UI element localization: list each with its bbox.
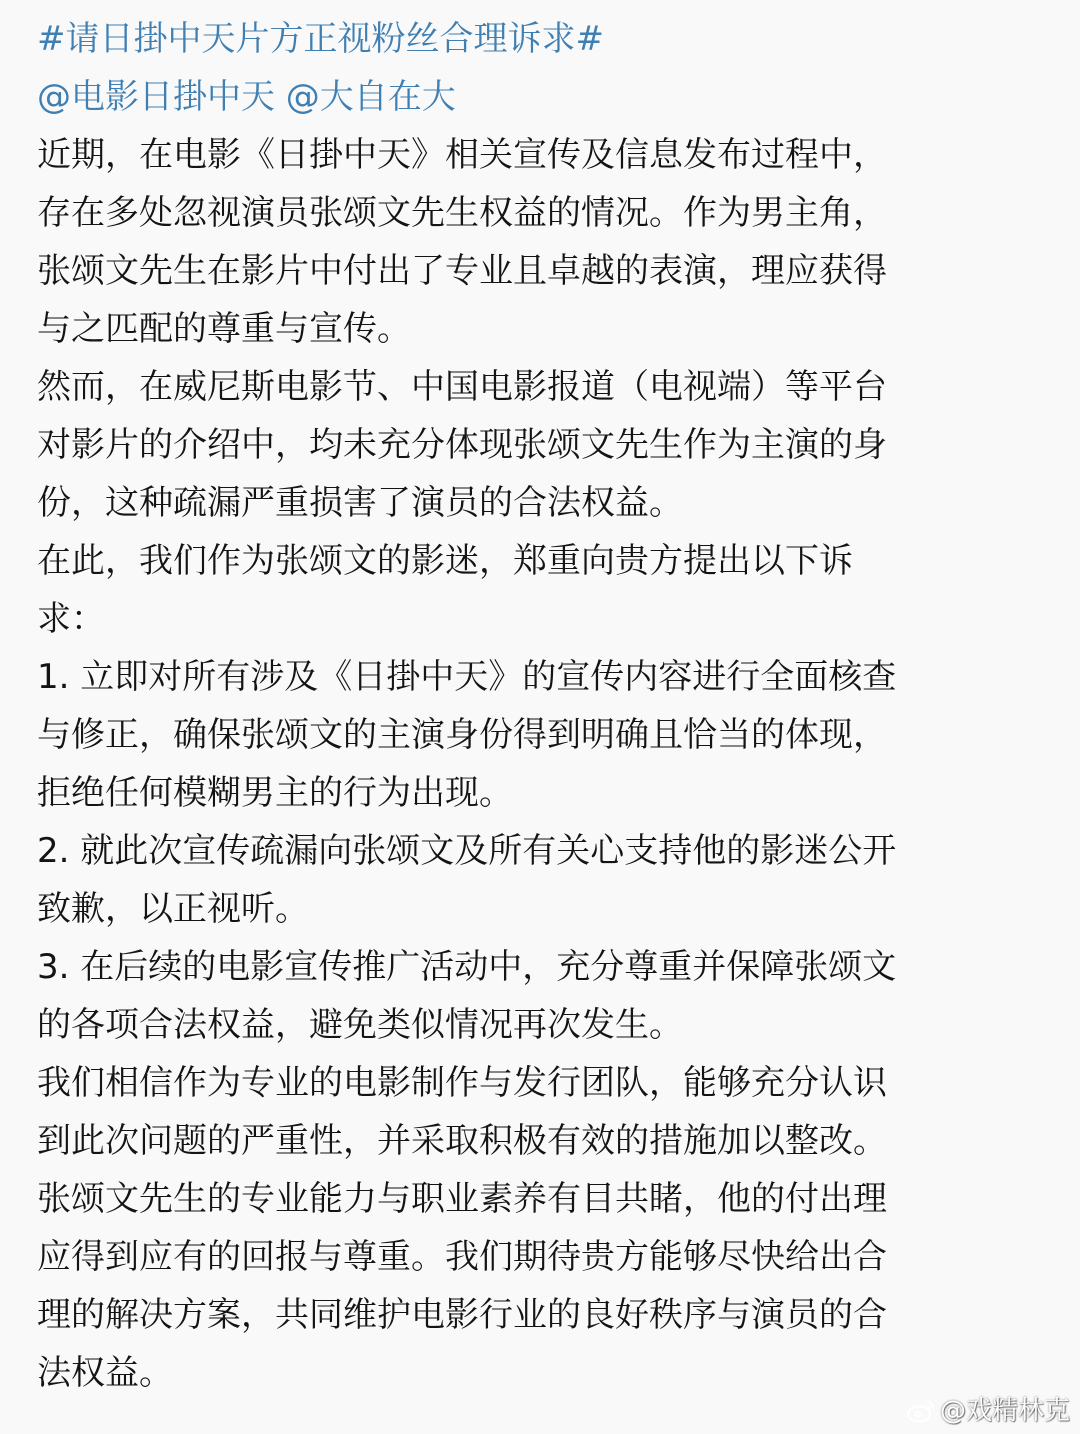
watermark <box>906 1394 1070 1428</box>
post-content <box>37 10 1047 1402</box>
body-line: 在此，我们作为张颂文的影迷，郑重向贵方提出以下诉 <box>37 541 853 581</box>
body-line: 法权益。 <box>37 1353 173 1393</box>
body-line: 到此次问题的严重性，并采取积极有效的措施加以整改。 <box>37 1121 887 1161</box>
body-line: 我们相信作为专业的电影制作与发行团队，能够充分认识 <box>37 1063 887 1103</box>
body-line: 张颂文先生的专业能力与职业素养有目共睹，他的付出理 <box>37 1179 887 1219</box>
body-line: 应得到应有的回报与尊重。我们期待贵方能够尽快给出合 <box>37 1237 887 1277</box>
body-line: 份，这种疏漏严重损害了演员的合法权益。 <box>37 483 683 523</box>
weibo-logo-icon <box>906 1399 936 1423</box>
body-line: 的各项合法权益，避免类似情况再次发生。 <box>37 1005 683 1045</box>
body-line: 3. 在后续的电影宣传推广活动中，充分尊重并保障张颂文 <box>37 947 897 987</box>
body-line: 拒绝任何模糊男主的行为出现。 <box>37 773 513 813</box>
body-line: 对影片的介绍中，均未充分体现张颂文先生作为主演的身 <box>37 425 887 465</box>
body-line: 与之匹配的尊重与宣传。 <box>37 309 411 349</box>
body-line: 与修正，确保张颂文的主演身份得到明确且恰当的体现， <box>37 715 887 755</box>
body-line: 1. 立即对所有涉及《日掛中天》的宣传内容进行全面核查 <box>37 657 897 697</box>
body-line: 存在多处忽视演员张颂文先生权益的情况。作为男主角， <box>37 193 887 233</box>
body-line: 理的解决方案，共同维护电影行业的良好秩序与演员的合 <box>37 1295 887 1335</box>
body-line: 致歉，以正视听。 <box>37 889 309 929</box>
topic-line[interactable]: @电影日掛中天 @大自在大 <box>37 77 456 117</box>
body-line: 然而，在威尼斯电影节、中国电影报道（电视端）等平台 <box>37 367 887 407</box>
watermark-text: @戏精林克 <box>939 1396 1070 1426</box>
body-line: 张颂文先生在影片中付出了专业且卓越的表演，理应获得 <box>37 251 887 291</box>
body-line: 2. 就此次宣传疏漏向张颂文及所有关心支持他的影迷公开 <box>37 831 897 871</box>
body-line: 求： <box>37 599 105 639</box>
topic-line[interactable]: #请日掛中天片方正视粉丝合理诉求# <box>37 19 604 59</box>
body-line: 近期，在电影《日掛中天》相关宣传及信息发布过程中， <box>37 135 887 175</box>
